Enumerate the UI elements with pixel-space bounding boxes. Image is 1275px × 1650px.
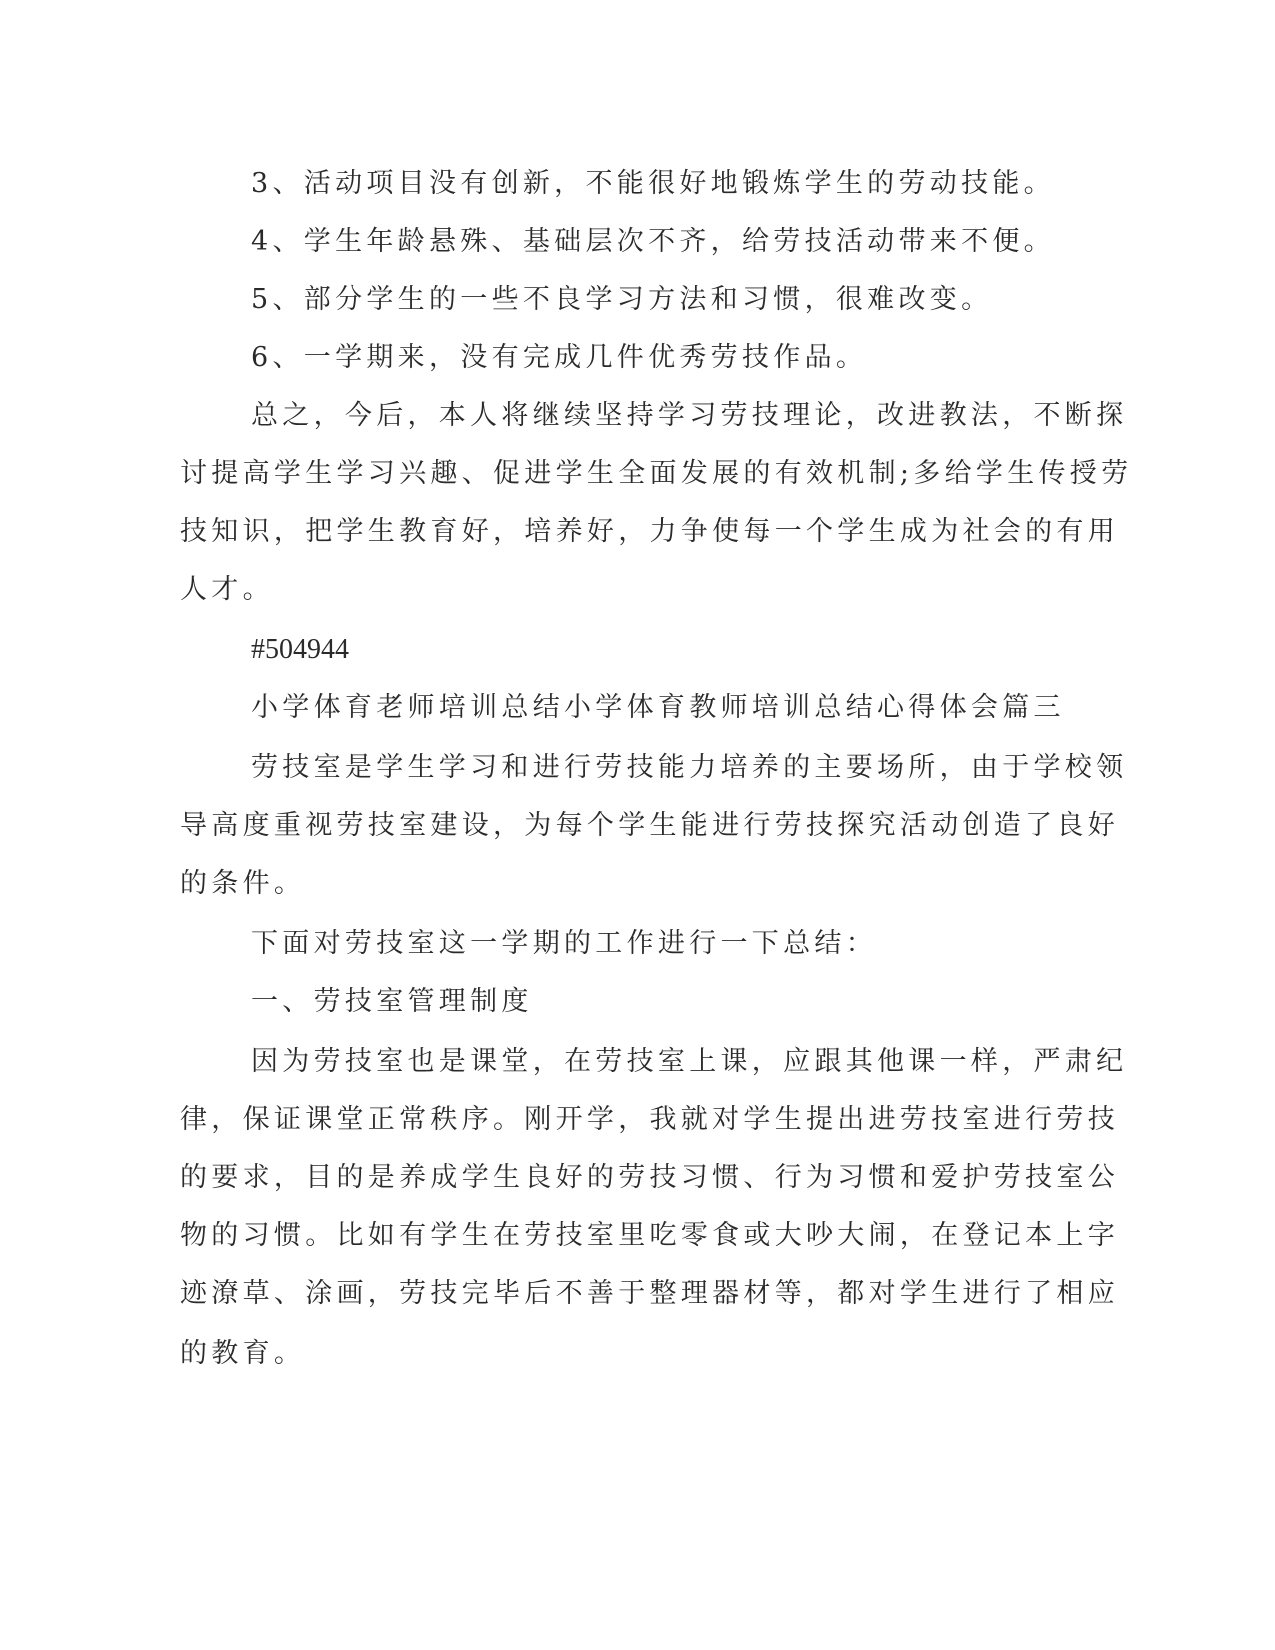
summary-line-3: 技知识，把学生教育好，培养好，力争使每一个学生成为社会的有用 (180, 516, 1119, 547)
body-line-5: 迹潦草、涂画，劳技完毕后不善于整理器材等，都对学生进行了相应 (180, 1278, 1119, 1309)
intro-line-2: 导高度重视劳技室建设，为每个学生能进行劳技探究活动创造了良好 (180, 810, 1119, 841)
intro-line-1: 劳技室是学生学习和进行劳技能力培养的主要场所，由于学校领 (251, 752, 1128, 783)
body-line-3: 的要求，目的是养成学生良好的劳技习惯、行为习惯和爱护劳技室公 (180, 1162, 1119, 1193)
summary-line-2: 讨提高学生学习兴趣、促进学生全面发展的有效机制;多给学生传授劳 (180, 458, 1133, 489)
section-title: 小学体育老师培训总结小学体育教师培训总结心得体会篇三 (251, 692, 1065, 723)
intro-line-3: 的条件。 (180, 868, 306, 899)
body-line-2: 律，保证课堂正常秩序。刚开学，我就对学生提出进劳技室进行劳技 (180, 1104, 1119, 1135)
body-line-4: 物的习惯。比如有学生在劳技室里吃零食或大吵大闹，在登记本上字 (180, 1220, 1119, 1251)
summary-line-4: 人才。 (180, 574, 274, 605)
body-line-1: 因为劳技室也是课堂，在劳技室上课，应跟其他课一样，严肃纪 (251, 1046, 1128, 1077)
body-line-6: 的教育。 (180, 1338, 306, 1369)
list-item-4: 4、学生年龄悬殊、基础层次不齐，给劳技活动带来不便。 (251, 226, 1055, 257)
lead-in-paragraph: 下面对劳技室这一学期的工作进行一下总结： (251, 928, 877, 959)
list-item-6: 6、一学期来，没有完成几件优秀劳技作品。 (251, 342, 868, 373)
list-item-5: 5、部分学生的一些不良学习方法和习惯，很难改变。 (251, 284, 993, 315)
summary-line-1: 总之，今后，本人将继续坚持学习劳技理论，改进教法，不断探 (251, 400, 1128, 431)
heading-management-system: 一、劳技室管理制度 (251, 986, 533, 1017)
document-id: #504944 (251, 634, 349, 665)
list-item-3: 3、活动项目没有创新，不能很好地锻炼学生的劳动技能。 (251, 168, 1055, 199)
